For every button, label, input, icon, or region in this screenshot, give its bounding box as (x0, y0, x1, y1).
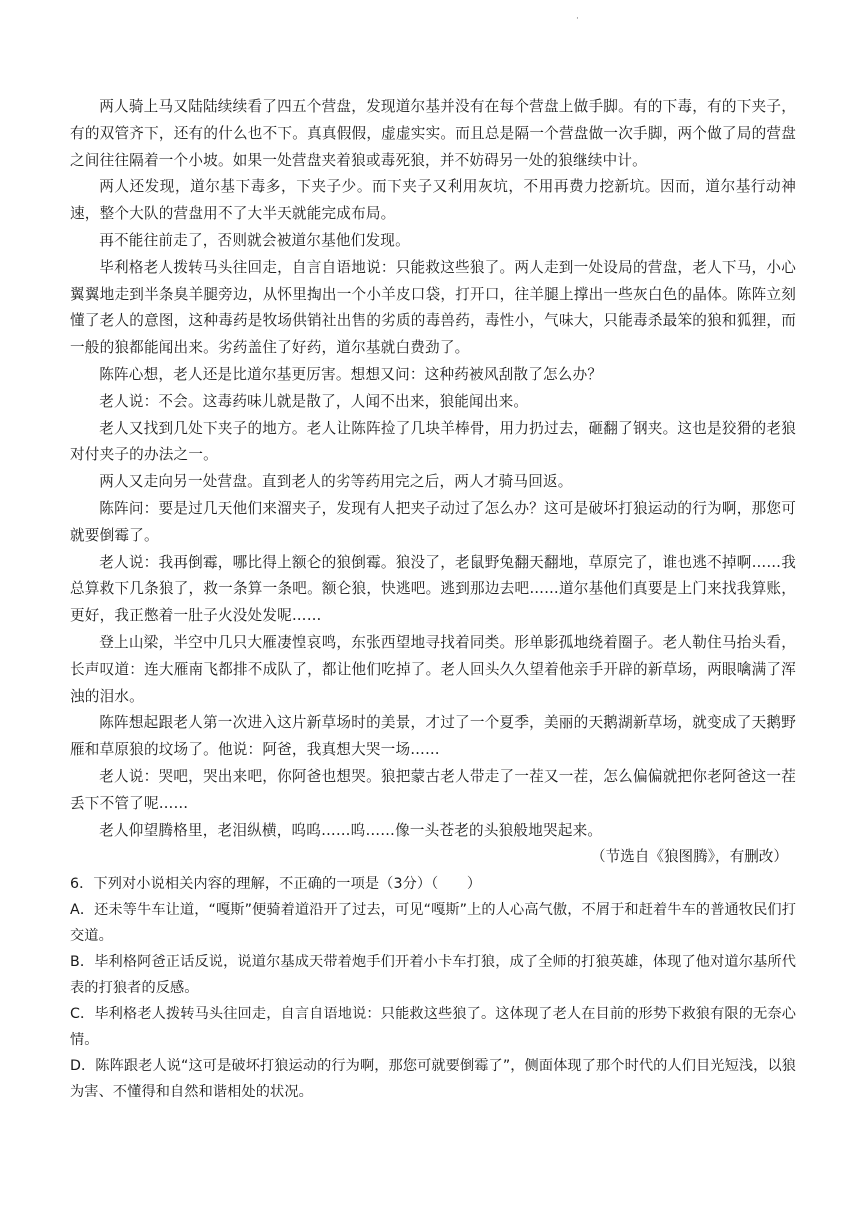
question-6 (70, 871, 796, 1105)
source-note: （节选自《狼图腾》，有删改） (590, 848, 788, 866)
paragraph: 毕利格老人拨转马头往回走，自言自语地说：只能救这些狼了。两人走到一处设局的营盘，老人下马，小心翼翼地走到半条臭羊腿旁边，从怀里掏出一个小羊皮口袋，打开口，往羊腿上撑出一些灰白色的晶体。陈阵立刻懂了老人的意图，这种毒药是牧场供销社出售的劣质的毒兽药，毒性小，气味大，只能毒杀最笨的狼和狐狸，而一般的狼都能闻出来。劣药盖住了好药，道尔基就白费劲了。 (70, 258, 796, 357)
paragraph: 老人说：不会。这毒药味儿就是散了，人闻不出来，狼能闻出来。 (99, 392, 529, 410)
option-c: C．毕利格老人拨转马头往回走，自言自语地说：只能救这些狼了。这体现了老人在目前的形势下救狼有限的无奈心情。 (70, 1006, 796, 1049)
option-d: D．陈阵跟老人说“这可是破坏打狼运动的行为啊，那您可就要倒霉了”，侧面体现了那个时代的人们目光短浅，以狼为害、不懂得和自然和谐相处的状况。 (70, 1058, 797, 1101)
story-passage (70, 94, 796, 844)
paragraph: 登上山梁，半空中几只大雁凄惶哀鸣，东张西望地寻找着同类。形单影孤地绕着圈子。老人勒住马抬头看，长声叹道：连大雁南飞都排不成队了，都让他们吃掉了。老人回头久久望着他亲手开辟的新草场，两眼噙满了浑浊的泪水。 (70, 633, 796, 705)
paragraph: 两人骑上马又陆陆续续看了四五个营盘，发现道尔基并没有在每个营盘上做手脚。有的下毒，有的下夹子，有的双管齐下，还有的什么也不下。真真假假，虚虚实实。而且总是隔一个营盘做一次手脚，两个做了局的营盘之间往往隔着一个小坡。如果一处营盘夹着狼或毒死狼，并不妨碍另一处的狼继续中计。 (70, 98, 796, 169)
paragraph: 陈阵问：要是过几天他们来溜夹子，发现有人把夹子动过了怎么办？这可是破坏打狼运动的行为啊，那您可就要倒霉了。 (70, 499, 796, 544)
header-dot: · (576, 14, 579, 24)
paragraph: 陈阵想起跟老人第一次进入这片新草场时的美景，才过了一个夏季，美丽的天鹅湖新草场，就变成了天鹅野雁和草原狼的坟场了。他说：阿爸，我真想大哭一场…… (70, 714, 796, 759)
paragraph: 两人还发现，道尔基下毒多，下夹子少。而下夹子又利用灰坑，不用再费力挖新坑。因而，道尔基行动神速，整个大队的营盘用不了大半天就能完成布局。 (70, 178, 796, 223)
paragraph: 陈阵心想，老人还是比道尔基更厉害。想想又问：这种药被风刮散了怎么办？ (99, 365, 603, 383)
paragraph: 再不能往前走了，否则就会被道尔基他们发现。 (99, 231, 410, 249)
option-a: A．还未等牛车让道，“嘎斯”便骑着道沿开了过去，可见“嘎斯”上的人心高气傲，不屑于和赶着牛车的普通牧民们打交道。 (70, 902, 796, 945)
document-page (70, 94, 796, 1105)
paragraph: 老人仰望腾格里，老泪纵横，呜呜……呜……像一头苍老的头狼般地哭起来。 (99, 821, 603, 839)
question-stem: 6．下列对小说相关内容的理解，不正确的一项是（3分）（ ） (70, 876, 482, 893)
option-b: B．毕利格阿爸正话反说，说道尔基成天带着炮手们开着小卡车打狼，成了全师的打狼英雄，体现了他对道尔基所代表的打狼者的反感。 (70, 954, 796, 997)
paragraph: 老人又找到几处下夹子的地方。老人让陈阵捡了几块羊棒骨，用力扔过去，砸翻了钢夹。这也是狡猾的老狼对付夹子的办法之一。 (70, 419, 796, 464)
paragraph: 老人说：我再倒霉，哪比得上额仑的狼倒霉。狼没了，老鼠野兔翻天翻地，草原完了，谁也逃不掉啊……我总算救下几条狼了，救一条算一条吧。额仑狼，快逃吧。逃到那边去吧……道尔基他们真要是上门来找我算账，更好，我正憋着一肚子火没处发呢…… (70, 553, 796, 625)
paragraph: 老人说：哭吧，哭出来吧，你阿爸也想哭。狼把蒙古老人带走了一茬又一茬，怎么偏偏就把你老阿爸这一茬丢下不管了呢…… (70, 767, 796, 812)
paragraph: 两人又走向另一处营盘。直到老人的劣等药用完之后，两人才骑马回返。 (99, 473, 573, 491)
